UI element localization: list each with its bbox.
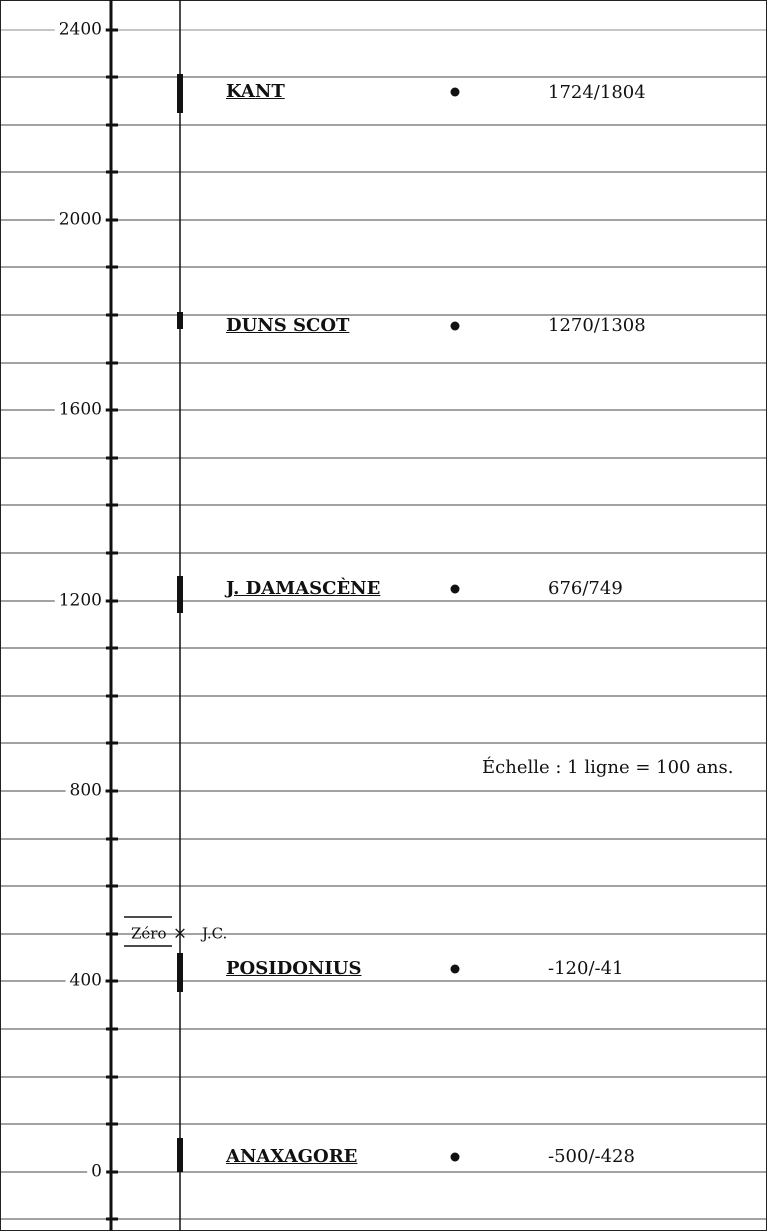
philosopher-name-duns-scot: DUNS SCOT [226, 315, 350, 336]
philosopher-dates-anaxagore: -500/-428 [548, 1146, 635, 1167]
philosopher-dates-duns-scot: 1270/1308 [548, 315, 646, 336]
page-border [1, 1, 767, 1231]
lifespan-bar [177, 576, 183, 613]
axis-label-1200: 1200 [55, 593, 106, 610]
philosopher-dates-posidonius: -120/-41 [548, 958, 624, 979]
scale-note: Échelle : 1 ligne = 100 ans. [482, 757, 734, 778]
bullet-dot [451, 88, 460, 97]
jc-label: J.C. [202, 924, 228, 943]
axis-label-0: 0 [87, 1164, 106, 1181]
lifespan-bar [177, 312, 183, 329]
lifespan-bar [177, 74, 183, 113]
bullet-dot [451, 585, 460, 594]
philosopher-name-kant: KANT [226, 81, 285, 102]
bullet-dot [451, 965, 460, 974]
zero-label: Zéro [131, 924, 167, 943]
axis-label-2000: 2000 [55, 212, 106, 229]
philosopher-name-posidonius: POSIDONIUS [226, 958, 362, 979]
philosopher-dates-j-damascene: 676/749 [548, 578, 623, 599]
axis-label-1600: 1600 [55, 402, 106, 419]
philosopher-name-j-damascene: J. DAMASCÈNE [226, 578, 381, 599]
cross-icon: × [172, 923, 188, 944]
lifespan-bar [177, 1138, 183, 1172]
axis-label-400: 400 [66, 973, 106, 990]
philosopher-name-anaxagore: ANAXAGORE [226, 1146, 358, 1167]
axis-label-800: 800 [66, 783, 106, 800]
axis-label-2400: 2400 [55, 22, 106, 39]
ruled-lines [0, 30, 767, 1219]
bullet-dot [451, 322, 460, 331]
bullet-dot [451, 1153, 460, 1162]
lifespan-bar [177, 953, 183, 992]
philosopher-dates-kant: 1724/1804 [548, 82, 646, 103]
